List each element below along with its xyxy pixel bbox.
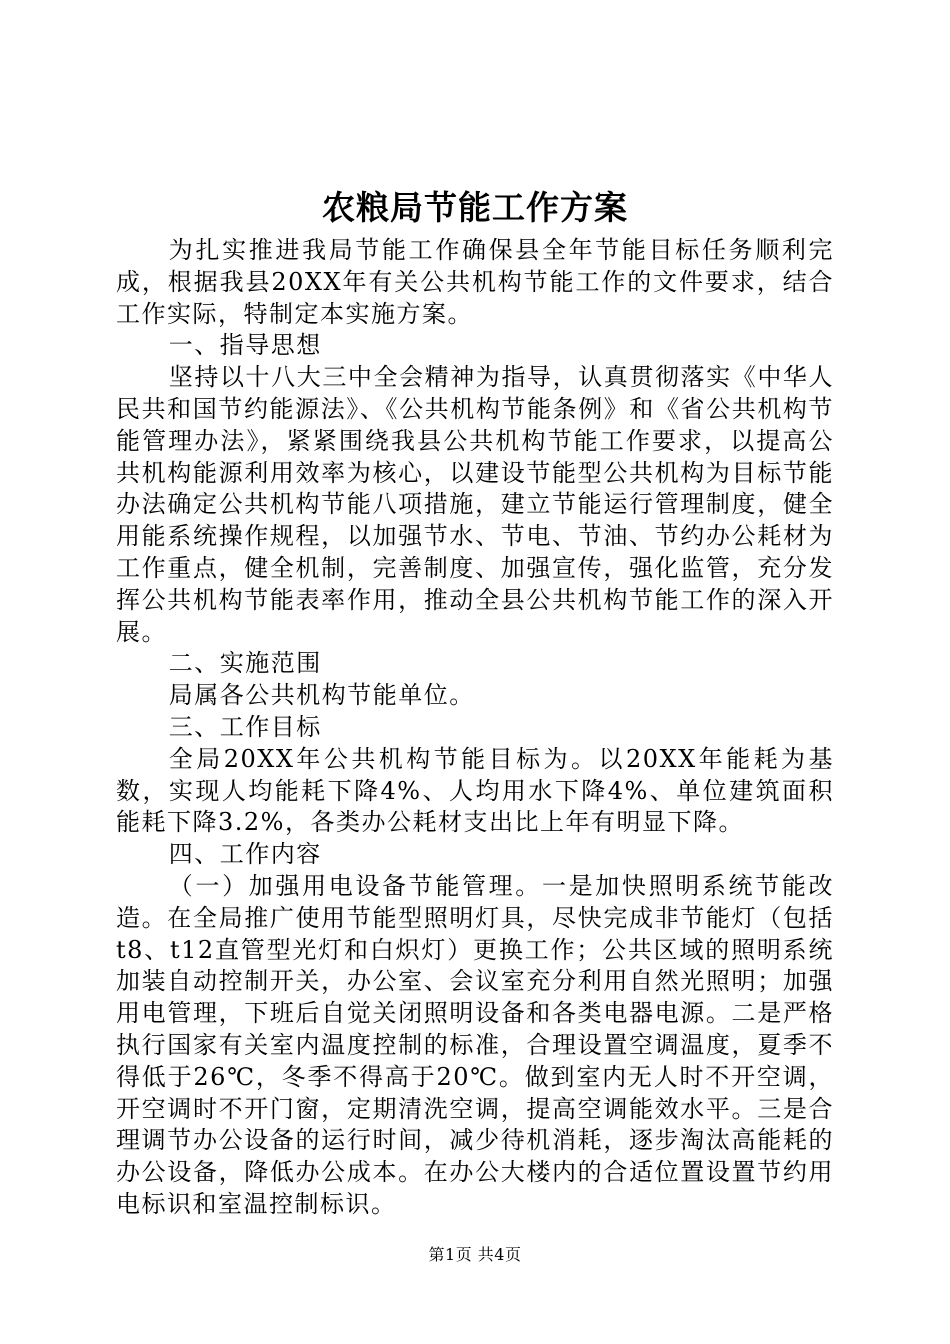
section-heading-work-content: 四、工作内容 xyxy=(168,840,322,869)
work-content-paragraph: （一）加强用电设备节能管理。一是加快照明系统节能改造。在全局推广使用节能型照明灯具，尽快完成非节能灯（包括t8、t12直管型光灯和白炽灯）更换工作；公共区域的照明系统加装自动控制开关，办公室、会议室充分利用自然光照明；加强用电管理，下班后自觉关闭照明设备和各类电器电源。二是严格执行国家有关室内温度控制的标准，合理设置空调温度，夏季不得低于26℃，冬季不得高于20℃。做到室内无人时不开空调，开空调时不开门窗，定期清洗空调，提高空调能效水平。三是合理调节办公设备的运行时间，减少待机消耗，逐步淘汰高能耗的办公设备，降低办公成本。在办公大楼内的合适位置设置节约用电标识和室温控制标识。 xyxy=(116,871,834,1218)
goals-paragraph: 全局20XX年公共机构节能目标为。以20XX年能耗为基数，实现人均能耗下降4%、人均用水下降4%、单位建筑面积能耗下降3.2%，各类办公耗材支出比上年有明显下降。 xyxy=(116,744,834,837)
section-heading-scope: 二、实施范围 xyxy=(168,649,322,678)
document-body xyxy=(116,235,834,1221)
section-heading-goals: 三、工作目标 xyxy=(168,712,322,741)
scope-paragraph: 局属各公共机构节能单位。 xyxy=(168,681,475,710)
document-title: 农粮局节能工作方案 xyxy=(322,188,628,227)
intro-paragraph: 为扎实推进我局节能工作确保县全年节能目标任务顺利完成，根据我县20XX年有关公共机构节能工作的文件要求，结合工作实际，特制定本实施方案。 xyxy=(116,236,834,328)
guiding-thought-paragraph: 坚持以十八大三中全会精神为指导，认真贯彻落实《中华人民共和国节约能源法》、《公共机构节能条例》和《省公共机构节能管理办法》，紧紧围绕我县公共机构节能工作要求，以提高公共机构能源利用效率为核心，以建设节能型公共机构为目标节能办法确定公共机构节能八项措施，建立节能运行管理制度，健全用能系统操作规程，以加强节水、节电、节油、节约办公耗材为工作重点，健全机制，完善制度、加强宣传，强化监管，充分发挥公共机构节能表率作用，推动全县公共机构节能工作的深入开展。 xyxy=(116,363,834,646)
page-number-footer: 第1页 共4页 xyxy=(428,1245,522,1264)
section-heading-guiding-thought: 一、指导思想 xyxy=(168,331,322,360)
